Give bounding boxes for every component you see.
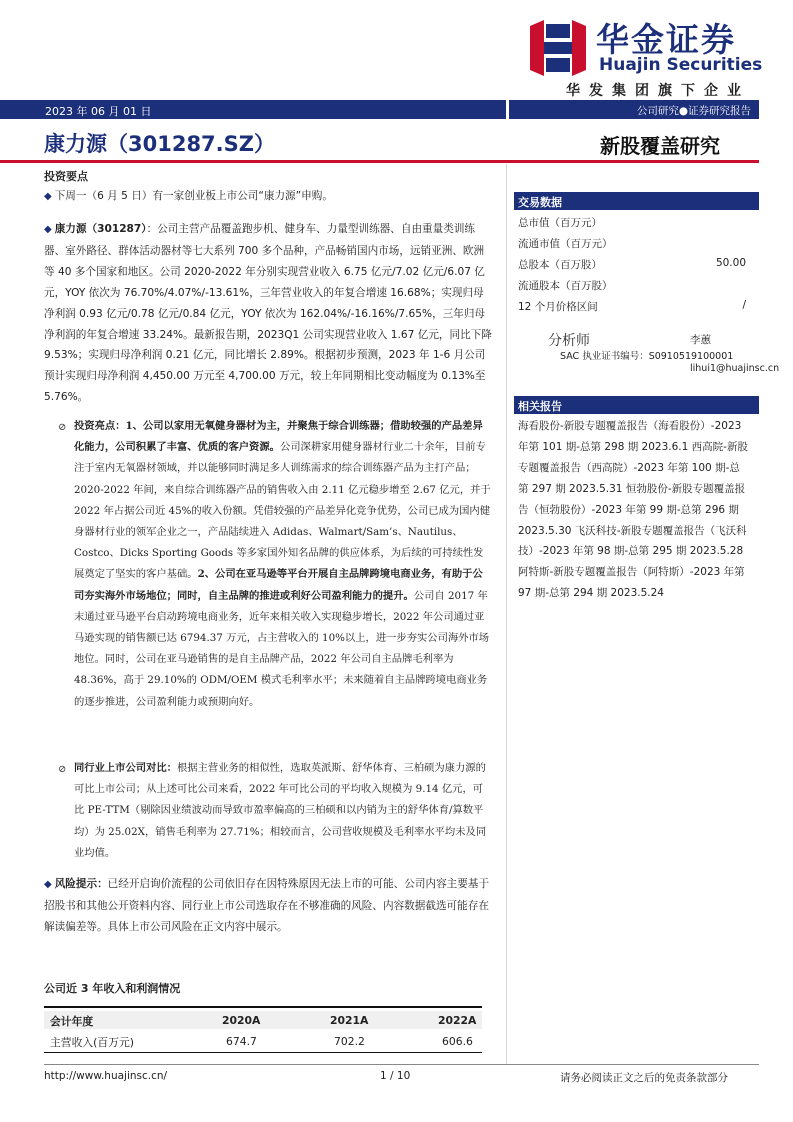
report-type: 公司研究●证券研究报告 — [509, 100, 759, 119]
analyst-name: 李蕙 — [690, 334, 711, 346]
company-title: 康力源（301287.SZ） — [44, 132, 275, 156]
table-title: 公司近 3 年收入和利润情况 — [44, 982, 181, 995]
brand-slogan: 华发集团旗下企业 — [566, 83, 750, 99]
footer-disclaimer: 请务必阅读正文之后的免责条款部分 — [560, 1072, 728, 1084]
risk-warning: ◆ 风险提示：已经开启询价流程的公司依旧存在因特殊原因无法上市的可能、公司内容主要基于招股书和其他公开资料内容、同行业上市公司选取存在不够准确的风险、内容数据截选可能存在解读偏差等。具体上市公司风险在正文内容中展示。 — [44, 878, 490, 933]
diamond-bullet-icon: ◆ — [44, 224, 52, 235]
trade-row: 12 个月价格区间 / — [518, 299, 746, 313]
sac-number: SAC 执业证书编号：S0910519100001 — [560, 351, 734, 362]
footer-url-link[interactable]: http://www.huajinsc.cn/ — [44, 1070, 168, 1082]
table-header-cell: 会计年度 — [50, 1015, 94, 1028]
table-cell: 主营收入(百万元) — [50, 1036, 135, 1049]
table-bottom-rule — [44, 1052, 482, 1053]
trade-row: 总市值（百万元） — [518, 217, 602, 229]
diamond-bullet-icon: ◆ — [44, 191, 52, 202]
table-header-cell: 2020A — [222, 1014, 261, 1027]
trade-row: 总股本（百万股） 50.00 — [518, 257, 746, 271]
footer-divider — [44, 1064, 759, 1065]
column-divider — [506, 164, 507, 1064]
header-divider — [0, 160, 759, 163]
table-header-cell: 2021A — [330, 1014, 369, 1027]
report-date: 2023 年 06 月 01 日 — [0, 100, 506, 119]
table-cell: 674.7 — [226, 1035, 257, 1048]
huajin-logo-icon — [528, 18, 588, 78]
table-header-cell: 2022A — [438, 1014, 477, 1027]
related-reports-list: 海看股份-新股专题覆盖报告（海看股份）-2023 年第 101 期-总第 298 期 2023.6.1 西高院-新股专题覆盖报告（西高院）-2023 年第 100 期-总第 297 期 2023.5.31 恒勃股份-新股专题覆盖报告（恒勃股份）-2023 年第 99 期-总第 296 期 2023.5.30 飞沃科技-新股专题覆盖报告（飞沃科技）-2023 年第 98 期-总第 295 期 2023.5.28 阿特斯-新股专题覆盖报告（阿特斯）-2023 年第 97 期-总第 294 期 2023.5.24 — [518, 420, 748, 600]
trade-row: 流通股本（百万股） — [518, 280, 613, 292]
section-title: 投资要点 — [44, 170, 88, 183]
analyst-label: 分析师 — [548, 333, 590, 349]
brand-name-en: Huajin Securities — [599, 55, 763, 75]
page-number: 1 / 10 — [380, 1070, 411, 1082]
circle-bullet-icon: ⊘ — [58, 422, 67, 433]
intro-paragraph: ◆ 下周一（6 月 5 日）有一家创业板上市公司“康力源”申购。 — [44, 190, 333, 202]
circle-bullet-icon: ⊘ — [58, 764, 67, 775]
diamond-bullet-icon: ◆ — [44, 879, 52, 890]
investment-highlights: ⊘ 投资亮点：1、公司以家用无氧健身器材为主，并聚焦于综合训练器；借助较强的产品差异化能力，公司积累了丰富、优质的客户资源。公司深耕家用健身器材行业二十余年，目前专注于室内无氧器材领域，并以能够同时满足多人训练需求的综合训练器产品为主打产品；2020-2022 年间，来自综合训练器产品的销售收入由 2.11 亿元稳步增至 2.67 亿元，并于 2022 年占据公司近 45%的收入份额。凭借较强的产品差异化竞争优势，公司已成为国内健身器材行业的领军企业之一，产品陆续进入 Adidas、Walmart/Sam’s、Nautilus、Costco、Dicks Sporting Goods 等多家国外知名品牌的供应体系，为后续的可持续性发展奠定了坚实的客户基础。2、公司在亚马逊等平台开展自主品牌跨境电商业务，有助于公司夯实海外市场地位；同时，自主品牌的推进或利好公司盈利能力的提升。公司自 2017 年末通过亚马逊平台启动跨境电商业务，近年来相关收入实现稳步增长，2022 年公司通过亚马逊实现的销售额已达 6794.37 万元，占主营收入的 10%以上，进一步夯实公司海外市场地位。同时，公司在亚马逊销售的是自主品牌产品，2022 年公司自主品牌毛利率为 48.36%，高于 29.10%的 ODM/OEM 模式毛利率水平；未来随着自主品牌跨境电商业务的逐步推进，公司盈利能力或预期向好。 — [44, 416, 492, 713]
table-top-rule — [44, 1006, 482, 1008]
trade-row: 流通市值（百万元） — [518, 238, 613, 250]
related-reports-header: 相关报告 — [514, 396, 759, 414]
table-cell: 606.6 — [442, 1035, 473, 1048]
trade-data-header: 交易数据 — [514, 192, 759, 210]
peer-comparison: ⊘ 同行业上市公司对比：根据主营业务的相似性，选取英派斯、舒华体育、三柏硕为康力源的可比上市公司；从上述可比公司来看，2022 年可比公司的平均收入规模为 9.14 亿元，可比 PE-TTM（剔除因业绩波动而导致市盈率偏高的三柏硕和以内销为主的舒华体育/算数平均）为 25.02X，销售毛利率为 27.71%；相较而言，公司营收规模及毛利率水平均未及同业均值。 — [44, 758, 492, 864]
table-cell: 702.2 — [334, 1035, 365, 1048]
company-overview-paragraph: ◆ 康力源（301287）：公司主营产品覆盖跑步机、健身车、力量型训练器、自由重量类训练器、室外路径、群体活动器材等七大系列 700 多个品种，产品畅销国内市场，远销亚洲、欧洲等 40 多个国家和地区。公司 2020-2022 年分别实现营业收入 6.75 亿元/7.02 亿元/6.07 亿元，YOY 依次为 76.70%/4.07%/-13.61%，三年营业收入的年复合增速 16.68%；实现归母净利润 0.93 亿元/0.78 亿元/0.84 亿元，YOY 依次为 162.04%/-16.16%/7.65%，三年归母净利润的年复合增速 33.24%。最新报告期，2023Q1 公司实现营业收入 1.67 亿元，同比下降 9.53%；实现归母净利润 0.21 亿元，同比增长 2.89%。根据初步预测，2023 年 1-6 月公司预计实现归母净利润 4,450.00 万元至 4,700.00 万元，较上年同期相比变动幅度为 0.13%至 5.76%。 — [44, 223, 492, 404]
table-header-row — [44, 1011, 482, 1029]
cover-title: 新股覆盖研究 — [600, 134, 720, 158]
brand-name-cn: 华金证券 — [596, 20, 736, 59]
analyst-email[interactable]: lihui1@huajinsc.cn — [690, 363, 780, 374]
